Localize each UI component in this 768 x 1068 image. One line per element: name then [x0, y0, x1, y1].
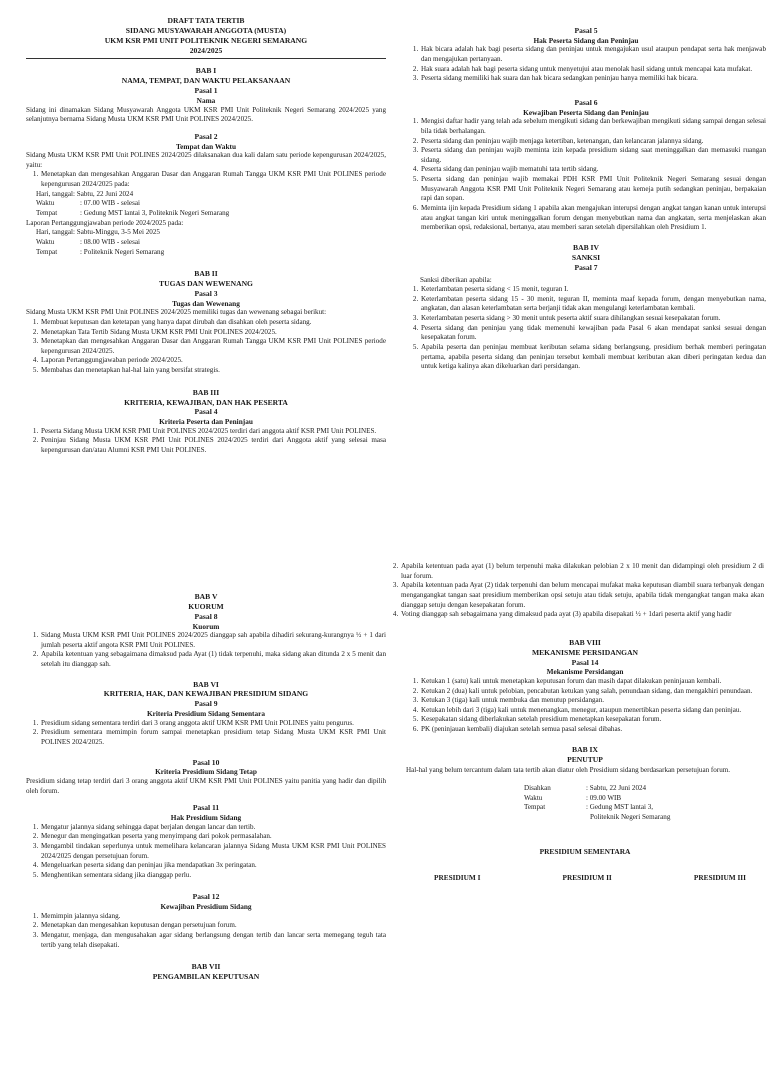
bab3-title: BAB III [192, 387, 220, 397]
list-item: 1. Membuat keputusan dan ketetapan yang hanya dapat dirubah dan disahkan oleh peserta sidang. [40, 318, 386, 328]
pasal14-list [406, 677, 764, 735]
pasal2-label: Pasal 2 [194, 131, 218, 141]
list-item: 2. Hak suara adalah hak bagi peserta sidang untuk menyetujui atau menolak hasil sidang untuk mencapai kata mufakat. [420, 65, 766, 75]
list-item: 5. Menghentikan sementara sidang jika dianggap perlu. [40, 871, 386, 881]
pasal9-label: Pasal 9 [194, 699, 218, 709]
pasal11-title: Hak Presidium Sidang [170, 813, 242, 823]
list-item: 3. Ketukan 3 (tiga) kali untuk membuka dan menutup persidangan. [420, 696, 764, 706]
bab4-title: BAB IV [573, 242, 599, 252]
list-item: 2. Ketukan 2 (dua) kali untuk pelobian, pencabutan ketukan yang salah, penundaan sidang, dan mengakhiri penundaan. [420, 687, 764, 697]
schedule-day: Hari, tanggal: Sabtu, 22 Juni 2024 [36, 189, 134, 198]
signature-date: Disahkan : Sabtu, 22 Juni 2024 [524, 784, 647, 793]
bab6-title: BAB VI [193, 679, 219, 689]
list-item: 3. Peserta sidang dan peninjau wajib meminta izin kepada presidium sidang saat meninggalkan dan memasuki ruangan sidang. [420, 146, 766, 165]
list-item: 1. Hak bicara adalah hak bagi peserta sidang dan peninjau untuk mengajukan usul ataupun pendapat serta hak menjawab dan mengajukan pertanyaan. [420, 45, 766, 64]
list-item: 1. Menetapkan dan mengesahkan Anggaran Dasar dan Anggaran Rumah Tangga UKM KSR PMI Unit POLINES periode kepengurusan 2024/2025 pada: [40, 170, 386, 189]
bab6-subtitle: KRITERIA, HAK, DAN KEWAJIBAN PRESIDIUM SIDANG [103, 689, 309, 699]
doc-title-line1: DRAFT TATA TERTIB [167, 16, 245, 25]
bab2-subtitle: TUGAS DAN WEWENANG [159, 279, 253, 289]
bab5-title: BAB V [194, 592, 218, 601]
pasal10-text: Presidium sidang tetap terdiri dari 3 orang anggota aktif UKM KSR PMI Unit POLINES yaitu panitia yang hadir dan dipilih oleh forum. [26, 776, 386, 795]
signature-place-cont: Politeknik Negeri Semarang [590, 813, 671, 822]
list-item: 1. Memimpin jalannya sidang. [40, 912, 386, 922]
doc-title-line2: SIDANG MUSYAWARAH ANGGOTA (MUSTA) [125, 25, 287, 35]
list-item: 4. Voting dianggap sah sebagaimana yang dimaksud pada ayat (3) apabila disepakati ½ + 1dari peserta aktif yang hadir [400, 610, 764, 620]
schedule-time: Waktu : 08.00 WIB - selesai [36, 237, 140, 246]
list-item: 1. Presidium sidang sementara terdiri dari 3 orang anggota aktif UKM KSR PMI Unit POLINES yaitu pengurus. [40, 719, 386, 729]
list-item: 4. Peserta sidang dan peninjau wajib mematuhi tata tertib sidang. [420, 165, 766, 175]
schedule-place: Tempat : Politeknik Negeri Semarang [36, 247, 165, 256]
pasal2-schedule-1 [26, 190, 386, 219]
pasal9-list [26, 719, 386, 748]
presidium-3: PRESIDIUM III [693, 872, 746, 882]
list-item: 3. Mengatur, menjaga, dan mengusahakan agar sidang berlangsung dengan tertib dan lancar serta memegang teguh tata tertib yang telah disepakati. [40, 931, 386, 950]
bab4-subtitle: SANKSI [571, 252, 601, 262]
pasal12-label: Pasal 12 [192, 892, 220, 902]
presidium-signatories [434, 873, 746, 883]
pasal3-label: Pasal 3 [194, 288, 218, 298]
pasal1-label: Pasal 1 [194, 86, 218, 96]
list-item: 5. Kesepakatan sidang diberlakukan setelah presidium menetapkan kesepakatan forum. [420, 715, 764, 725]
list-item: 6. Meminta ijin kepada Presidium sidang 1 apabila akan mengajukan interupsi dengan angkat tangan kanan untuk interupsi atau angkat tangan kiri untuk meninggalkan forum dengan menyebutkan nama dan angkatan, serta menjelaskan akan memberikan opsi, redaksional, bertanya, atau memberi saran setelah dipersilahkan oleh Presidium 1. [420, 204, 766, 233]
bab9-title: BAB IX [572, 744, 598, 754]
pasal12-list [26, 912, 386, 951]
signature-time: Waktu : 09.00 WIB [524, 793, 622, 802]
bab9-subtitle: PENUTUP [567, 754, 603, 764]
bab9-text: Hal-hal yang belum tercantum dalam tata tertib akan diatur oleh Presidium sidang berdasarkan persetujuan forum. [406, 766, 731, 775]
pasal13-list [386, 562, 764, 620]
bab8-subtitle: MEKANISME PERSIDANGAN [531, 647, 639, 657]
page2-right-column [386, 562, 764, 883]
pasal1-text: Sidang ini dinamakan Sidang Musyawarah Anggota UKM KSR PMI Unit Politeknik Negeri Semarang 2024/2025 yang selanjutnya bernama Sidang Musta UKM KSR PMI Unit POLINES 2024/2025. [26, 105, 386, 124]
pasal9-title: Kriteria Presidium Sidang Sementara [146, 709, 266, 719]
pasal4-list [26, 427, 386, 456]
pasal5-title: Hak Peserta Sidang dan Peninjau [533, 35, 639, 45]
list-item: 1. Ketukan 1 (satu) kali untuk menetapkan keputusan forum dan masih dapat dilakukan peninjauan kembali. [420, 677, 764, 687]
doc-title-line3: UKM KSR PMI UNIT POLITEKNIK NEGERI SEMARANG [104, 35, 308, 45]
list-item: 1. Mengatur jalannya sidang sehingga dapat berjalan dengan lancar dan tertib. [40, 823, 386, 833]
pasal10-title: Kriteria Presidium Sidang Tetap [155, 767, 257, 777]
pasal4-title: Kriteria Peserta dan Peninjau [159, 417, 253, 427]
pasal5-label: Pasal 5 [574, 26, 598, 35]
pasal11-list [26, 823, 386, 881]
list-item: 5. Apabila peserta dan peninjau membuat keributan selama sidang berlangsung, presidium berhak memberi peringatan pertama, apabila peserta sidang dan peninjau tersebut kembali membuat keributan akan diberi peringatan kedua dan untuk ketiga kalinya akan dikeluarkan dari persidangan. [420, 343, 766, 372]
list-item: 2. Peninjau Sidang Musta UKM KSR PMI Unit POLINES 2024/2025 terdiri dari Anggota aktif yang selesai masa kepengurusan dan/atau Alumni KSR PMI Unit POLINES. [40, 436, 386, 455]
list-item: 1. Peserta Sidang Musta UKM KSR PMI Unit POLINES 2024/2025 terdiri dari anggota aktif KSR PMI Unit POLINES. [40, 427, 386, 437]
list-item: 2. Apabila ketentuan yang sebagaimana dimaksud pada Ayat (1) tidak terpenuhi, maka sidang akan ditunda 2 x 5 menit dan setelah itu dianggap sah. [40, 650, 386, 669]
list-item: 1. Sidang Musta UKM KSR PMI Unit POLINES 2024/2025 dianggap sah apabila dihadiri sekurang-kurangnya ½ + 1 dari jumlah peserta aktif angota KSR PMI Unit POLINES. [40, 631, 386, 650]
document-page-1 [0, 0, 768, 512]
list-item: 1. Keterlambatan peserta sidang < 15 menit, teguran I. [420, 285, 766, 295]
bab7-subtitle: PENGAMBILAN KEPUTUSAN [152, 972, 260, 982]
page2-left-column [26, 592, 386, 982]
list-item: 4. Laporan Pertanggungjawaban periode 2024/2025. [40, 356, 386, 366]
page1-right-column [406, 26, 766, 372]
bab1-title: BAB I [195, 66, 217, 76]
presidium-1: PRESIDIUM I [434, 872, 481, 882]
list-item: 2. Keterlambatan peserta sidang 15 - 30 menit, teguran II, meminta maaf kepada forum, dengan menyebutkan nama, angkatan, dan alasan keterlambatan serta berjanji tidak akan mengulangi keterlambatan kembali. [420, 295, 766, 314]
pasal6-title: Kewajiban Peserta Sidang dan Peninjau [523, 107, 649, 117]
list-item: 6. PK (peninjauan kembali) diajukan setelah semua pasal selesai dibahas. [420, 725, 764, 735]
bab3-subtitle: KRITERIA, KEWAJIBAN, DAN HAK PESERTA [124, 397, 288, 407]
bab2-title: BAB II [194, 269, 218, 279]
pasal4-label: Pasal 4 [194, 407, 218, 417]
bab1-subtitle: NAMA, TEMPAT, DAN WAKTU PELAKSANAAN [121, 76, 291, 86]
title-divider [26, 58, 386, 59]
page1-left-column [26, 16, 386, 456]
pasal8-label: Pasal 8 [194, 611, 218, 621]
list-item: 3. Keterlambatan peserta sidang > 30 menit untuk peserta aktif suara dihilangkan sesuai kesepakatan forum. [420, 314, 766, 324]
pasal7-label: Pasal 7 [574, 262, 598, 272]
page2-right-inner [406, 638, 764, 883]
pasal8-title: Kuorum [192, 621, 220, 631]
document-page-2 [0, 556, 768, 1068]
list-item: 5. Peserta sidang dan peninjau wajib memakai PDH KSR PMI Unit Politeknik Negeri Semarang sesuai dengan Musyawarah Anggota KSR PMI Unit Politeknik Negeri Semarang atau kemeja putih sedangkan peninjau, berpakaian rapi dan sopan. [420, 175, 766, 204]
list-item: 2. Apabila ketentuan pada ayat (1) belum terpenuhi maka dilakukan pelobian 2 x 10 menit dan didampingi oleh presidium 2 di luar forum. [400, 562, 764, 581]
pasal1-title: Nama [196, 96, 216, 106]
list-item: 2. Menetapkan dan mengesahkan keputusan dengan persetujuan forum. [40, 921, 386, 931]
pasal2-intro: Sidang Musta UKM KSR PMI Unit POLINES 2024/2025 dilaksanakan dua kali dalam satu periode kepengurusan 2024/2025, yaitu: [26, 151, 386, 169]
pasal3-list [26, 318, 386, 376]
pasal6-list [406, 117, 766, 233]
bab7-title: BAB VII [191, 962, 221, 972]
signature-place: Tempat : Gedung MST lantai 3, [524, 803, 654, 812]
list-item: 3. Apabila ketentuan pada Ayat (2) tidak terpenuhi dan belum mencapai mufakat maka keputusan diambil suara terbanyak dengan mengangangkat tangan saat presidium memberikan opsi setuju atau tidak setuju, apabila tidak mengangkat tangan maka akan dianggap setuju dengan kesepakatan forum. [400, 581, 764, 610]
pasal7-intro: Sanksi diberikan apabila: [420, 275, 492, 284]
list-item: 3. Mengambil tindakan seperlunya untuk memelihara kelancaran jalannya Sidang Musta UKM KSR PMI Unit POLINES 2024/2025 dengan persetujuan forum. [40, 842, 386, 861]
list-item: 4. Mengeluarkan peserta sidang dan peninjau jika mendapatkan 3x peringatan. [40, 861, 386, 871]
pasal2-title: Tempat dan Waktu [175, 141, 237, 151]
pasal6-label: Pasal 6 [574, 97, 598, 107]
schedule-day: Hari, tanggal: Sabtu-Minggu, 3-5 Mei 2025 [36, 228, 160, 237]
list-item: 2. Menegur dan mengingatkan peserta yang menyimpang dari pokok permasalahan. [40, 832, 386, 842]
list-item: 1. Mengisi daftar hadir yang telah ada sebelum mengikuti sidang dan berkewajiban mengikuti sidang sampai dengan selesai bila tidak berhalangan. [420, 117, 766, 136]
list-item: 2. Menetapkan Tata Tertib Sidang Musta UKM KSR PMI Unit POLINES 2024/2025. [40, 328, 386, 338]
pasal14-title: Mekanisme Persidangan [546, 667, 624, 677]
doc-title-line4: 2024/2025 [189, 45, 223, 55]
pasal2-schedule-2 [26, 228, 386, 257]
pasal11-label: Pasal 11 [192, 803, 220, 813]
presidium-2: PRESIDIUM II [562, 872, 612, 882]
signature-block [406, 784, 764, 823]
list-item: 5. Membahas dan menetapkan hal-hal lain yang bersifat strategis. [40, 366, 386, 376]
schedule-time: Waktu : 07.00 WIB - selesai [36, 199, 140, 208]
list-item: 3. Menetapkan dan mengesahkan Anggaran Dasar dan Anggaran Rumah Tangga UKM KSR PMI Unit POLINES periode kepengurusan 2024/2025. [40, 337, 386, 356]
pasal2-item2: Laporan Pertanggungjawaban periode 2024/2025 pada: [26, 218, 184, 227]
pasal14-label: Pasal 14 [571, 657, 599, 667]
pasal8-list [26, 631, 386, 670]
pasal7-list [406, 285, 766, 372]
pasal3-title: Tugas dan Wewenang [172, 298, 240, 308]
list-item: 2. Presidium sementara memimpin forum sampai menetapkan presidium tetap Sidang Musta UKM KSR PMI Unit POLINES 2024/2025. [40, 728, 386, 747]
list-item: 2. Peserta sidang dan peninjau wajib menjaga ketertiban, ketenangan, dan kelancaran jalannya sidang. [420, 137, 766, 147]
bab5-subtitle: KUORUM [188, 601, 224, 611]
pasal12-title: Kewajiban Presidium Sidang [160, 902, 252, 912]
pasal3-intro: Sidang Musta UKM KSR PMI Unit POLINES 2024/2025 memiliki tugas dan wewenang sebagai berikut: [26, 308, 327, 317]
pasal2-list [26, 170, 386, 189]
schedule-place: Tempat : Gedung MST lantai 3, Politeknik Negeri Semarang [36, 208, 230, 217]
bab8-title: BAB VIII [569, 637, 601, 647]
list-item: 4. Ketukan lebih dari 3 (tiga) kali untuk menenangkan, menegur, ataupun menertibkan peserta sidang dan peninjau. [420, 706, 764, 716]
list-item: 3. Peserta sidang memiliki hak suara dan hak bicara sedangkan peninjau hanya memiliki hak bicara. [420, 74, 766, 84]
pasal5-list [406, 45, 766, 84]
presidium-title: PRESIDIUM SEMENTARA [539, 846, 631, 856]
list-item: 4. Peserta sidang dan peninjau yang tidak memenuhi kewajiban pada Pasal 6 akan mendapat sanksi sesuai dengan kesepakatan forum. [420, 324, 766, 343]
pasal10-label: Pasal 10 [192, 757, 220, 767]
